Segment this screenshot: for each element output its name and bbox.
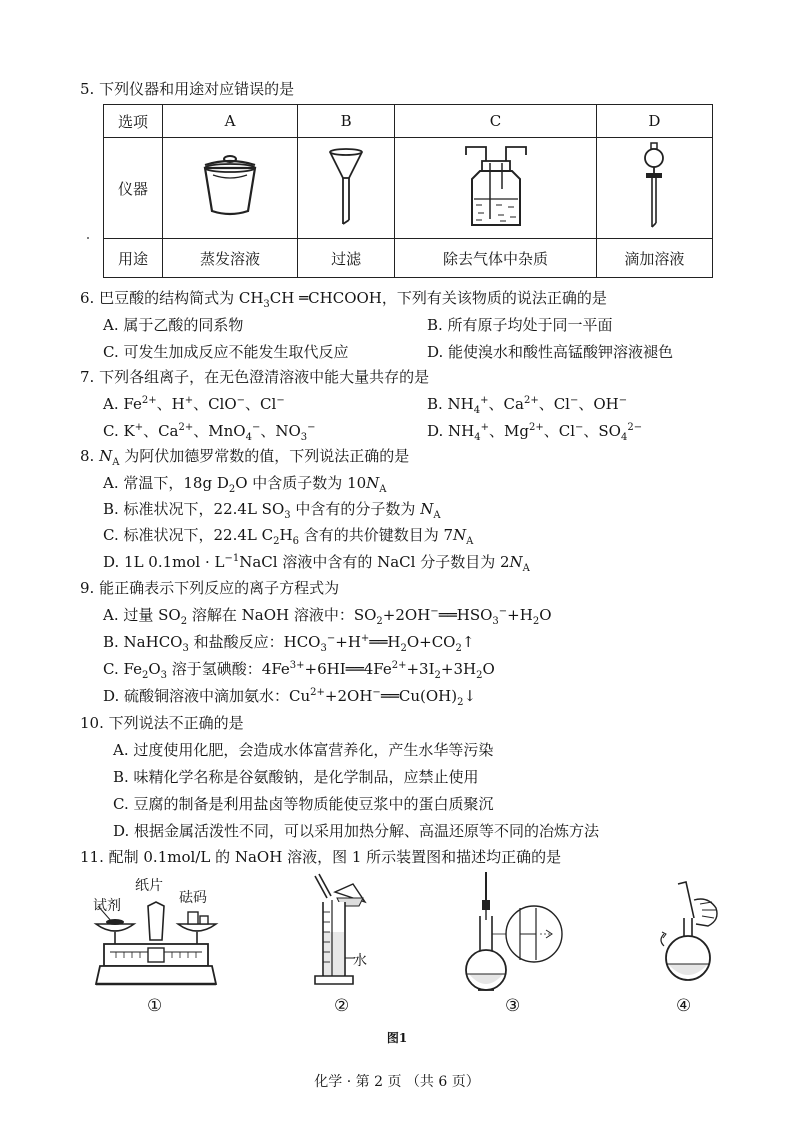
instrument-label: 仪器 [104,138,163,239]
q7-option-c: C. K+、$Ca^{2+}$、MnO$_4$−、$NO_3^-$ [103,422,316,443]
figure-caption: 图1 [386,1031,408,1045]
q10-stem: 10. 下列说法不正确的是 [80,714,244,732]
instrument-d [596,138,712,239]
header-d: D [596,105,712,138]
instrument-a [163,138,298,239]
q8-option-d: D. 1L $0.1mol \cdot L^{-1}NaCl$ 溶液中含有的 NaCl 分子数目为 $2N_A$ [103,553,530,574]
scan-dot [87,237,89,239]
volumetric-flask-dropper-icon [460,870,570,995]
figure-number-2: ② [334,996,350,1016]
q10-option-a: A. 过度使用化肥，会造成水体富营养化，产生水华等污染 [113,741,494,759]
q7-option-a: A. $Fe^{2+}$、H+、ClO−、Cl− [103,395,285,413]
gas-washing-bottle-icon [456,143,536,229]
use-c: 除去气体中杂质 [395,239,597,278]
use-a: 蒸发溶液 [163,239,298,278]
q8-option-b: B. 标准状况下，22.4L $SO_3$ 中含有的分子数为 $N_A$ [103,500,441,521]
q7-option-d: D. $NH_4^+$、$Mg^{2+}$、Cl−、$SO_4^{2-}$ [427,422,643,443]
separatory-funnel-icon [634,141,674,231]
header-c: C [395,105,597,138]
figure-number-1: ① [147,996,163,1016]
funnel-icon [321,146,371,226]
q5-table [103,104,713,278]
figure-number-4: ④ [676,996,692,1016]
use-label: 用途 [104,239,163,278]
q6-option-a: A. 属于乙酸的同系物 [103,316,244,334]
label-weights: 砝码 [179,890,207,906]
q9-option-a: A. 过量 $SO_2$ 溶解在 NaOH 溶液中：$SO_2+2OH^-══HSO_3^-+H_2O$ [103,606,552,627]
q6-stem: 6. 巴豆酸的结构简式为 $CH_3CH$ ═CHCOOH，下列有关该物质的说法正确的是 [80,289,607,310]
use-b: 过滤 [298,239,395,278]
q9-option-d: D. 硫酸铜溶液中滴加氨水：$Cu^{2+}+2OH^-══Cu(OH)_2↓$ [103,687,477,708]
q7-option-b: B. $NH_4^+$、$Ca^{2+}$、Cl−、OH− [427,395,628,416]
q9-option-b: B. NaHCO$_3$ 和盐酸反应：$HCO_3^-+H^+══H_2O+CO_2↑$ [103,633,475,654]
q5-stem: 5. 下列仪器和用途对应错误的是 [80,80,295,98]
evaporating-dish-icon [195,151,265,221]
q9-stem: 9. 能正确表示下列反应的离子方程式为 [80,579,340,597]
header-a: A [163,105,298,138]
header-b: B [298,105,395,138]
q8-option-a: A. 常温下，18g $D_2O$ 中含质子数为 $10N_A$ [103,474,387,495]
q9-option-c: C. $Fe_2O_3$ 溶于氢碘酸：$4Fe^{3+}+6HI══4Fe^{2+}+3I_2+3H_2O$ [103,660,495,681]
q6-option-b: B. 所有原子均处于同一平面 [427,316,613,334]
label-water: 水 [353,953,367,969]
q10-option-d: D. 根据金属活泼性不同，可以采用加热分解、高温还原等不同的冶炼方法 [113,822,600,840]
instrument-c [395,138,597,239]
header-option: 选项 [104,105,163,138]
q10-option-b: B. 味精化学名称是谷氨酸钠，是化学制品，应禁止使用 [113,768,479,786]
q8-stem: 8. $N_A$ 为阿伏加德罗常数的值，下列说法正确的是 [80,447,410,468]
label-reagent: 试剂 [93,898,121,914]
q6-option-d: D. 能使溴水和酸性高锰酸钾溶液褪色 [427,343,674,361]
graduated-cylinder-icon [305,872,375,992]
figure-number-3: ③ [505,996,521,1016]
q8-option-c: C. 标准状况下，22.4L $C_2H_6$ 含有的共价键数目为 $7N_A$ [103,526,474,547]
q6-option-c: C. 可发生加成反应不能发生取代反应 [103,343,349,361]
q10-option-c: C. 豆腐的制备是利用盐卤等物质能使豆浆中的蛋白质聚沉 [113,795,494,813]
use-d: 滴加溶液 [596,239,712,278]
page-footer: 化学 · 第 2 页 （共 6 页） [314,1074,480,1090]
flask-shaking-icon [650,878,730,988]
label-paper: 纸片 [135,878,163,894]
balance-icon [90,900,222,992]
q7-stem: 7. 下列各组离子，在无色澄清溶液中能大量共存的是 [80,368,430,386]
q11-stem: 11. 配制 0.1mol/L 的 NaOH 溶液，图 1 所示装置图和描述均正确的是 [80,848,562,866]
instrument-b [298,138,395,239]
